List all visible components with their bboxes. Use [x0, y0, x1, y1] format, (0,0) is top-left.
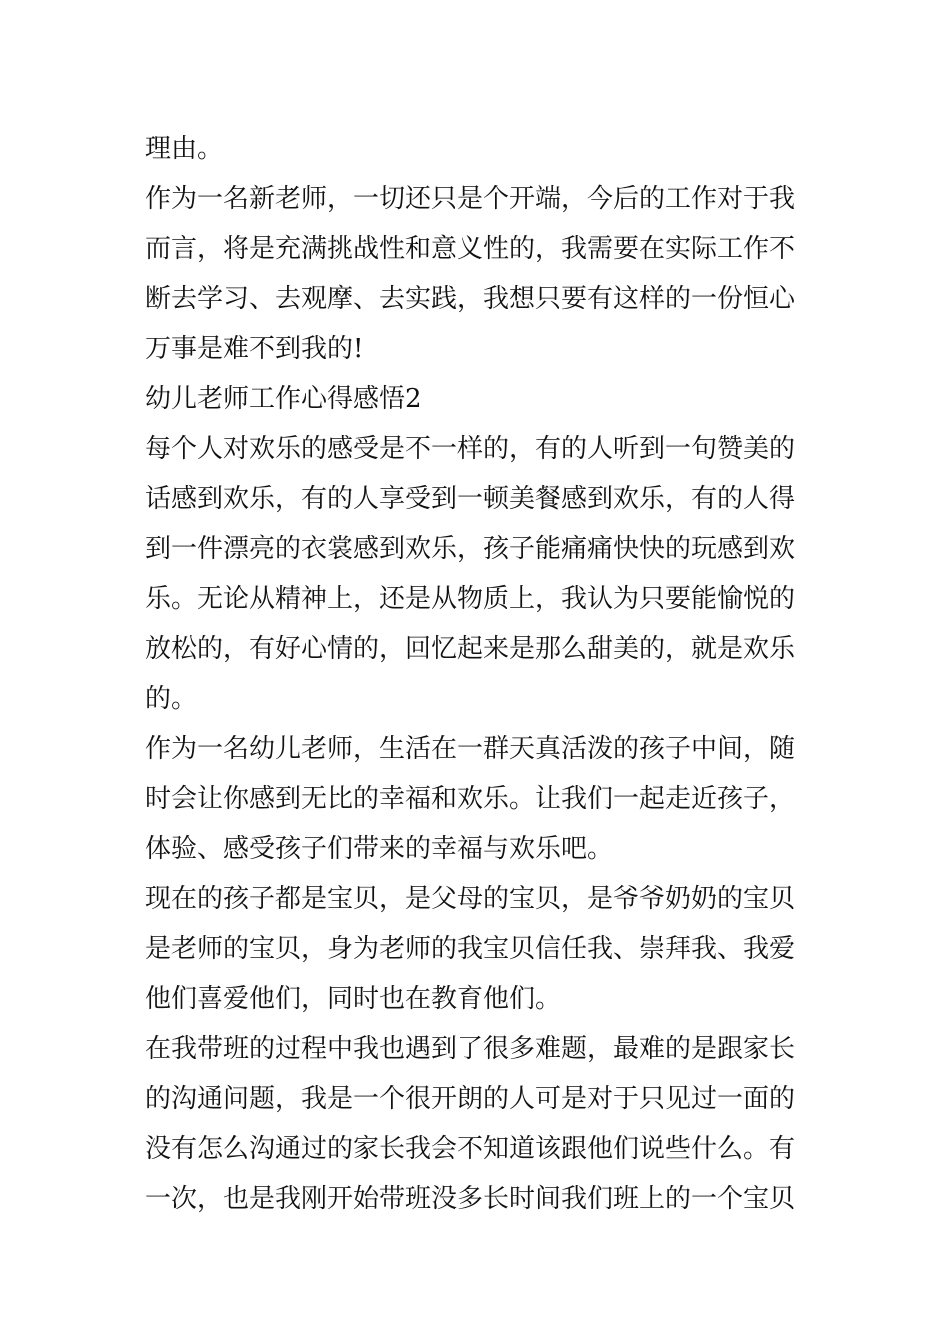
text-line-12: 的。: [145, 684, 198, 714]
text-line-19: 在我带班的过程中我也遇到了很多难题，最难的是跟家长: [145, 1034, 796, 1064]
text-line-22: 一次，也是我刚开始带班没多长时间我们班上的一个宝贝: [145, 1184, 796, 1214]
text-line-13: 作为一名幼儿老师，生活在一群天真活泼的孩子中间，随: [145, 734, 796, 764]
text-line-4: 断去学习、去观摩、去实践，我想只要有这样的一份恒心: [145, 284, 796, 314]
document-body: [145, 124, 810, 1224]
text-line-5: 万事是难不到我的!: [145, 334, 364, 364]
section-heading: 幼儿老师工作心得感悟2: [145, 384, 422, 414]
text-line-17: 是老师的宝贝，身为老师的我宝贝信任我、崇拜我、我爱: [145, 934, 796, 964]
text-line-8: 话感到欢乐，有的人享受到一顿美餐感到欢乐，有的人得: [145, 484, 796, 514]
text-line-9: 到一件漂亮的衣裳感到欢乐，孩子能痛痛快快的玩感到欢: [145, 534, 796, 564]
text-line-18: 他们喜爱他们，同时也在教育他们。: [145, 984, 562, 1014]
text-line-1: 理由。: [145, 134, 224, 164]
text-line-14: 时会让你感到无比的幸福和欢乐。让我们一起走近孩子，: [145, 784, 796, 814]
text-line-3: 而言，将是充满挑战性和意义性的，我需要在实际工作不: [145, 234, 796, 264]
text-line-16: 现在的孩子都是宝贝，是父母的宝贝，是爷爷奶奶的宝贝: [145, 884, 796, 914]
text-line-21: 没有怎么沟通过的家长我会不知道该跟他们说些什么。有: [145, 1134, 796, 1164]
text-line-11: 放松的，有好心情的，回忆起来是那么甜美的，就是欢乐: [145, 634, 796, 664]
text-line-2: 作为一名新老师，一切还只是个开端，今后的工作对于我: [145, 184, 796, 214]
text-line-7: 每个人对欢乐的感受是不一样的，有的人听到一句赞美的: [145, 434, 796, 464]
text-line-10: 乐。无论从精神上，还是从物质上，我认为只要能愉悦的: [145, 584, 796, 614]
text-line-20: 的沟通问题，我是一个很开朗的人可是对于只见过一面的: [145, 1084, 796, 1114]
text-line-15: 体验、感受孩子们带来的幸福与欢乐吧。: [145, 834, 614, 864]
